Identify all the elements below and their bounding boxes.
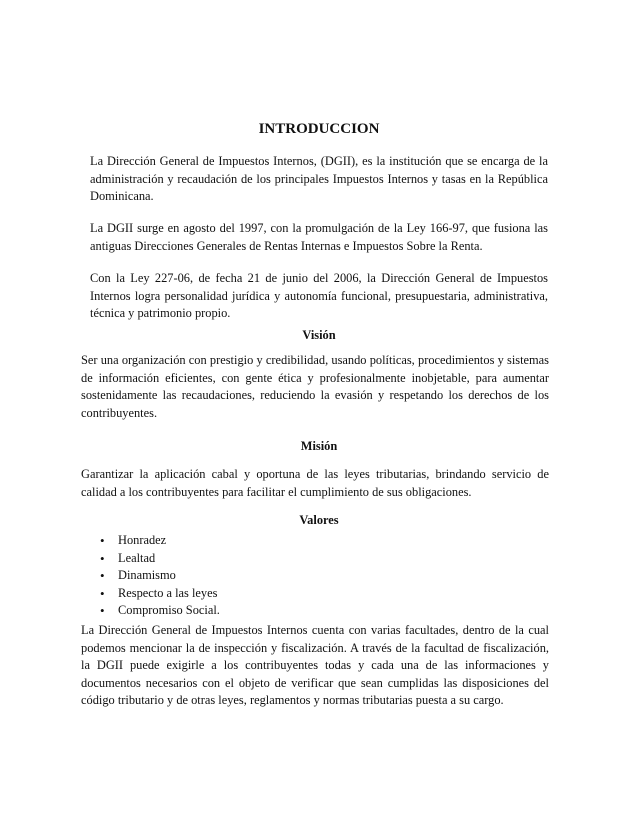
mision-text: Garantizar la aplicación cabal y oportuna de las leyes tributarias, brindando servicio de calidad a los contribuyentes para facilitar el cumplimiento de sus obligaciones.	[81, 467, 549, 499]
list-item: • Lealtad	[100, 550, 156, 566]
list-item: • Dinamismo	[100, 568, 176, 584]
page-title: INTRODUCCION	[258, 121, 380, 137]
mision-heading: Misión	[300, 439, 338, 453]
bullet-icon: •	[100, 603, 105, 619]
list-item: • Compromiso Social.	[100, 603, 220, 619]
list-item: • Honradez	[100, 533, 167, 548]
bullet-icon: •	[100, 550, 105, 566]
intro-paragraph-2: La DGII surge en agosto del 1997, con la promulgación de la Ley 166-97, que fusiona las antiguas Direcciones Generales de Rentas Internas e Impuestos Sobre la Renta.	[90, 221, 548, 253]
intro-paragraph-3: Con la Ley 227-06, de fecha 21 de junio del 2006, la Dirección General de Impuestos Internos logra personalidad jurídica y autonomía funcional, presupuestaria, administrativa, técnica y patrimonio propio.	[90, 271, 548, 321]
bullet-icon: •	[100, 585, 105, 601]
closing-paragraph: La Dirección General de Impuestos Internos cuenta con varias facultades, dentro de la cual podemos mencionar la de inspección y fiscalización. A través de la facultad de fiscalización, la DGII puede exigirle a los contribuyentes todas y cada una de las informaciones y documentos necesarios con el objeto de verificar que sean cumplidas las disposiciones del código tributario y de otras leyes, reglamentos y normas tributarias puesta a su cargo.	[81, 623, 549, 708]
bullet-icon: •	[100, 533, 105, 548]
vision-text: Ser una organización con prestigio y credibilidad, usando políticas, procedimientos y sistemas de información eficientes, con gente ética y profesionalmente inobjetable, para aumentar sostenidamente las recaudaciones, reduciendo la evasión y respetando los derechos de los contribuyentes.	[81, 353, 549, 420]
intro-paragraph-1: La Dirección General de Impuestos Internos, (DGII), es la institución que se encarga de la administración y recaudación de los principales Impuestos Internos y tasas en la República Dominicana.	[90, 154, 548, 204]
list-item: • Respecto a las leyes	[100, 585, 218, 601]
valores-list	[96, 532, 220, 620]
valores-heading: Valores	[299, 513, 339, 527]
bullet-icon: •	[100, 568, 105, 584]
vision-heading: Visión	[302, 328, 336, 342]
